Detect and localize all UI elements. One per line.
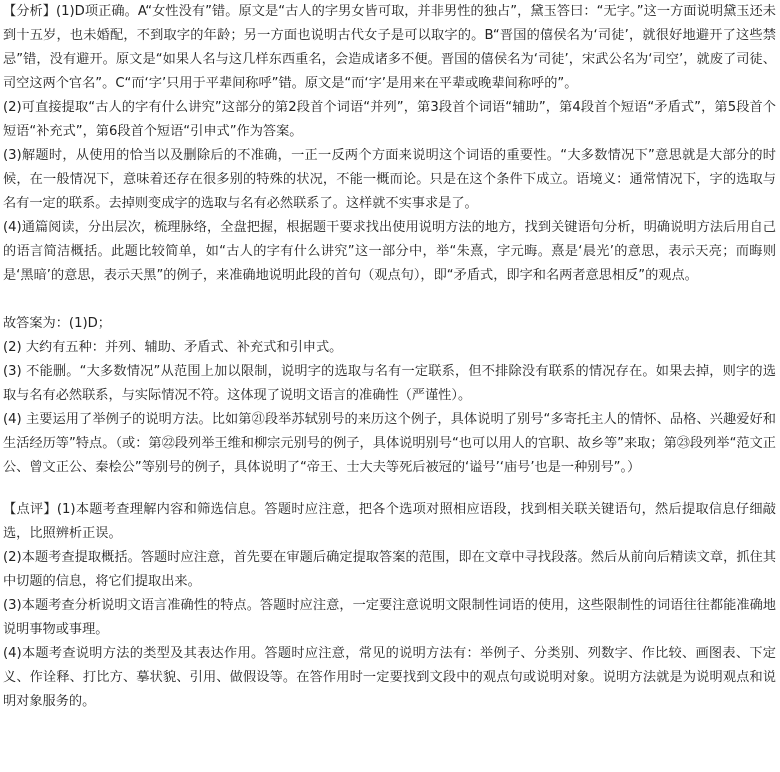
section-spacer	[3, 288, 776, 312]
comment-section	[3, 498, 776, 714]
analysis-paragraph-3: (3)解题时，从使用的恰当以及删除后的不准确，一正一反两个方面来说明这个词语的重要性。“大多数情况下”意思就是大部分的时候，在一般情况下，意味着还存在很多别的特殊的状况，不能一概而论。只是在这个条件下成立。语境义：通常情况下，字的选取与名有一定的联系。去掉则变成字的选取与名有必然联系了。这样就不实事求是了。	[3, 148, 776, 211]
section-spacer	[3, 480, 776, 498]
answer-line-2: (2) 大约有五种：并列、辅助、矛盾式、补充式和引申式。	[3, 340, 343, 355]
analysis-section	[3, 0, 776, 288]
comment-paragraph-4: (4)本题考查说明方法的类型及其表达作用。答题时应注意，常见的说明方法有：举例子、分类别、列数字、作比较、画图表、下定义、作诠释、打比方、摹状貌、引用、做假设等。在答作用时一定要找到文段中的观点句或说明对象。说明方法就是为说明观点和说明对象服务的。	[3, 646, 776, 709]
answer-line-4: (4) 主要运用了举例子的说明方法。比如第㉑段举苏轼别号的来历这个例子，具体说明了别号“多寄托主人的情怀、品格、兴趣爱好和生活经历等”特点。（或：第㉒段列举王维和柳宗元别号的例子，具体说明别号“也可以用人的官职、故乡等”来取；第㉓段列举“范文正公、曾文正公、秦桧公”等别号的例子，具体说明了“帝王、士大夫等死后被冠的‘谥号’‘庙号’也是一种别号”。）	[3, 412, 776, 475]
comment-paragraph-1: 【点评】(1)本题考查理解内容和筛选信息。答题时应注意，把各个选项对照相应语段，找到相关联关键语句，然后提取信息仔细敲选，比照辨析正误。	[3, 502, 776, 541]
comment-paragraph-2: (2)本题考查提取概括。答题时应注意，首先要在审题后确定提取答案的范围，即在文章中寻找段落。然后从前向后精读文章，抓住其中切题的信息，将它们提取出来。	[3, 550, 776, 589]
answer-line-1: 故答案为：(1)D；	[3, 316, 111, 331]
analysis-paragraph-2: (2)可直接提取“古人的字有什么讲究”这部分的第2段首个词语“并列”，第3段首个词语“辅助”，第4段首个短语“矛盾式”，第5段首个短语“补充式”，第6段首个短语“引申式”作为答案。	[3, 100, 776, 139]
comment-paragraph-3: (3)本题考查分析说明文语言准确性的特点。答题时应注意，一定要注意说明文限制性词语的使用，这些限制性的词语往往都能准确地说明事物或事理。	[3, 598, 776, 637]
answer-line-3: (3) 不能删。“大多数情况”从范围上加以限制，说明字的选取与名有一定联系，但不排除没有联系的情况存在。如果去掉，则字的选取与名有必然联系，与实际情况不符。这体现了说明文语言的准确性（严谨性）。	[3, 364, 776, 403]
analysis-paragraph-1: 【分析】(1)D项正确。A“女性没有”错。原文是“古人的字男女皆可取，并非男性的独占”，黛玉答曰：“无字。”这一方面说明黛玉还未到十五岁，也未婚配，不到取字的年龄；另一方面也说明古代女子是可以取字的。B“晋国的僖侯名为‘司徒’，就很好地避开了这些禁忌”错，没有避开。原文是“如果人名与这几样东西重名，会造成诸多不便。晋国的僖侯名为‘司徒’，宋武公名为‘司空’，就废了司徒、司空这两个官名”。C“而‘字’只用于平辈间称呼”错。原文是“而‘字’是用来在平辈或晚辈间称呼的”。	[3, 4, 776, 91]
analysis-paragraph-4: (4)通篇阅读，分出层次，梳理脉络，全盘把握，根据题干要求找出使用说明方法的地方，找到关键语句分析，明确说明方法后用自己的语言简洁概括。此题比较简单，如“古人的字有什么讲究”这一部分中，举“朱熹，字元晦。熹是‘晨光’的意思，表示天亮；而晦则是‘黑暗’的意思，表示天黑”的例子，来准确地说明此段的首句（观点句），即“矛盾式，即字和名两者意思相反”的观点。	[3, 220, 776, 283]
answer-section	[3, 312, 776, 480]
